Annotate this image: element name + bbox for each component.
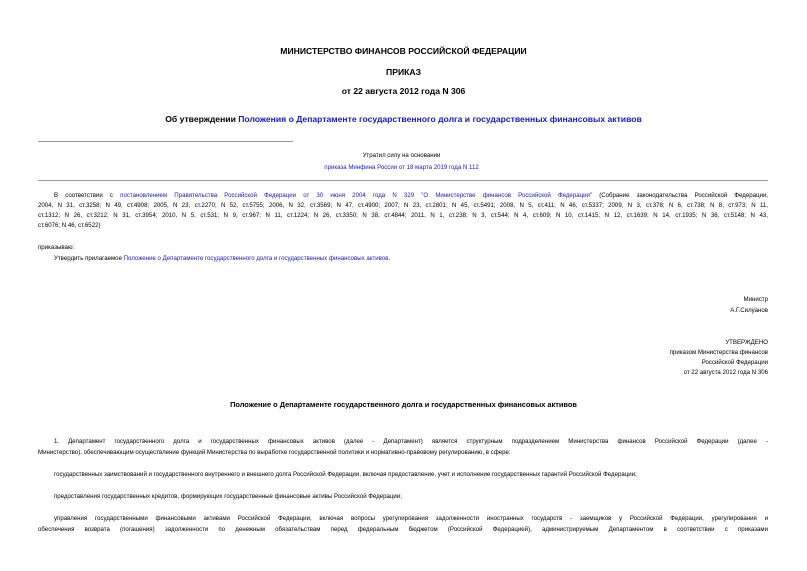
status-note-line: Утратил силу на основании [362, 152, 441, 159]
divider-top [38, 141, 293, 142]
divider-bottom [38, 180, 768, 181]
preamble-line-1 [38, 192, 768, 199]
order-approve-prefix: Утвердить прилагаемое [54, 255, 124, 262]
status-note-link[interactable]: приказа Минфина России от 18 марта 2019 года N 112 [324, 164, 479, 171]
preamble-decree-link[interactable]: постановлением Правительства Российской Федерации от 30 июня 2004 года N 329 "О Министерстве финансов Российской Федерации" [120, 192, 593, 199]
preamble-prefix: В соответствии с [54, 192, 121, 199]
paragraph-4-line-1: управления государственными финансовыми активами Российской Федерации, включая вопросы урегулирования задолженности иностранных государств - заемщиков у Российской Федерации, урегулирования и [54, 515, 768, 522]
approval-line-1: УТВЕРЖДЕНО [725, 339, 768, 346]
paragraph-1-line-2: Министерство), обеспечивающим осуществление функций Министерства по выработке государственной политики и нормативно-правовому регулированию, в сфере: [38, 449, 511, 456]
doc-title-prefix: Об утверждении [165, 114, 239, 124]
preamble-line-4: ст.6076; N 46, ст.6522) [38, 222, 101, 229]
order-approve [54, 255, 390, 262]
preamble-suffix: (Собрание законодательства Российской Федерации, [592, 192, 769, 199]
paragraph-3: предоставления государственных кредитов, формирующих государственные финансовые активы Российской Федерации; [54, 493, 402, 500]
order-approve-suffix: . [388, 255, 391, 262]
doc-date-number: от 22 августа 2012 года N 306 [341, 86, 466, 96]
ministry-title: МИНИСТЕРСТВО ФИНАНСОВ РОССИЙСКОЙ ФЕДЕРАЦИИ [280, 46, 527, 56]
approval-line-3: Российской Федерации [701, 359, 768, 366]
order-word: приказываю: [38, 244, 75, 251]
paragraph-4-line-2: обеспечения возврата (погашения) задолженности по денежным обязательствам перед федеральным бюджетом (Российской Федерацией), администрируемым Департаментом в соответствии с приказами [38, 526, 768, 533]
approval-line-4: от 22 августа 2012 года N 306 [683, 369, 768, 376]
signature-position: Министр [743, 296, 768, 303]
paragraph-1-line-1: 1. Департамент государственного долга и государственных финансовых активов (далее - Департамент) является структурным подразделением Министерства финансов Российской Федерации (далее - [54, 438, 768, 445]
regulation-title: Положение о Департаменте государственного долга и государственных финансовых активов [230, 400, 577, 409]
doc-type: ПРИКАЗ [386, 67, 421, 77]
preamble-line-2: 2004, N 31, ст.3258; N 49, ст.4908; 2005, N 23, ст.2270; N 52, ст.5755; 2006, N 32, ст.3569; N 47, ст.4900; 2007, N 23, ст.2801; N 45, ст.5491; 2008, N 5, ст.411; N 46, ст.5337; 2009, N 3, ст.378; N 6, ст.738; N 8, ст.973; N 11, [38, 202, 768, 209]
preamble-line-3: ст.1312; N 26, ст.3212; N 31, ст.3954; 2010, N 5, ст.531; N 9, ст.967; N 11, ст.1224; N 26, ст.3350; N 38, ст.4844; 2011, N 1, ст.238; N 3, ст.544; N 4, ст.609; N 10, ст.1415; N 12, ст.1639; N 14, ст.1935; N 36, ст.5148; N 43, [38, 212, 768, 219]
order-approve-link[interactable]: Положение о Департаменте государственного долга и государственных финансовых активов [123, 255, 389, 262]
approval-line-2: приказом Министерства финансов [669, 349, 768, 356]
doc-title [0, 114, 807, 124]
doc-title-link[interactable]: Положения о Департаменте государственного долга и государственных финансовых активов [238, 114, 642, 124]
paragraph-2: государственных заимствований и государственного внутреннего и внешнего долга Российской Федерации, включая предоставление, учет и исполнение государственных гарантий Российской Федерации; [54, 471, 637, 478]
signature-name: А.Г.Силуанов [730, 307, 768, 314]
